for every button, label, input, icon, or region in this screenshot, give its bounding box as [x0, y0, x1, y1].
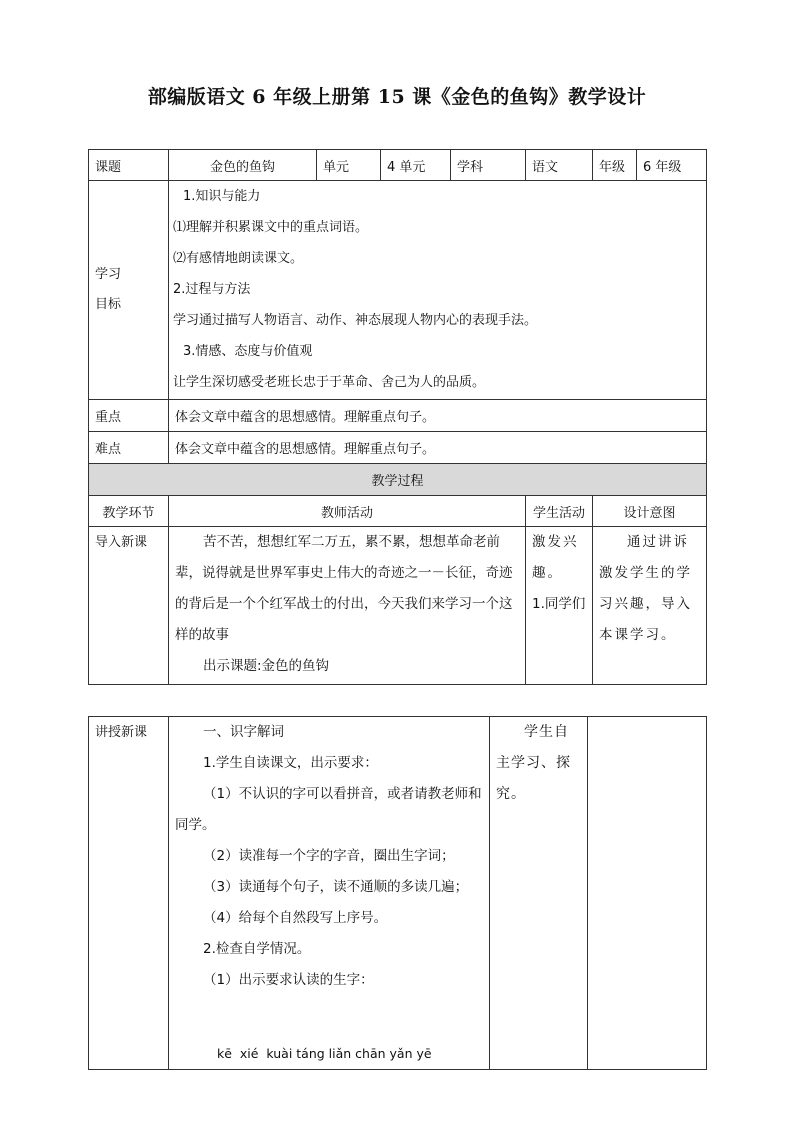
- difficult-point-label: 难点: [89, 432, 169, 464]
- goals-line: 2.过程与方法: [173, 282, 251, 297]
- column-intent: 设计意图: [593, 496, 707, 527]
- goals-line: 3.情感、态度与价值观: [183, 344, 313, 359]
- difficult-point-row: [89, 432, 707, 464]
- lesson-teacher: [169, 717, 490, 1070]
- lesson-line: 2.检查自学情况。: [203, 941, 311, 957]
- goals-label-line2: 目标: [95, 297, 122, 312]
- goals-line: ⑴理解并积累课文中的重点词语。: [173, 220, 369, 235]
- intro-intent: [593, 527, 707, 685]
- lesson-line: （1）不认识的字可以看拼音，或者请教老师和同学。: [175, 786, 482, 833]
- key-point-label: 重点: [89, 400, 169, 432]
- lesson-student: [490, 717, 588, 1070]
- lesson-line: （1）出示要求认读的生字：: [203, 972, 374, 988]
- lesson-line: （2）读准每一个字的字音，圈出生字词；: [203, 848, 455, 864]
- intro-student-line2: 1.同学们: [532, 596, 586, 612]
- lesson-row: [89, 717, 707, 1070]
- intro-teacher: [169, 527, 526, 685]
- column-stage: 教学环节: [89, 496, 169, 527]
- nianji-label: 年级: [593, 150, 637, 181]
- lesson-table: [88, 716, 707, 1070]
- info-row: [89, 150, 707, 181]
- intro-teacher-topic: 出示课题:金色的鱼钩: [203, 658, 330, 674]
- intro-stage: [89, 527, 169, 685]
- pinyin-line: kē xié kuài táng liǎn chān yǎn yē: [217, 1046, 432, 1061]
- goals-label-line1: 学习: [95, 267, 122, 282]
- goals-line: 让学生深切感受老班长忠于于革命、舍己为人的品质。: [173, 375, 486, 390]
- key-point-row: [89, 400, 707, 432]
- process-header: 教学过程: [89, 464, 707, 496]
- difficult-point-text: 体会文章中蕴含的思想感情。理解重点句子。: [169, 432, 707, 464]
- goals-label: [89, 181, 169, 400]
- nianji-value: 6 年级: [637, 150, 707, 181]
- lesson-line: （4）给每个自然段写上序号。: [203, 910, 388, 926]
- process-header-row: [89, 464, 707, 496]
- lesson-student-text: 学生自主学习、探究。: [496, 724, 571, 802]
- lesson-line: 一、识字解词: [203, 724, 284, 740]
- intro-row: [89, 527, 707, 685]
- lesson-line: 1.学生自读课文，出示要求：: [203, 755, 378, 771]
- document-title: 部编版语文 6 年级上册第 15 课《金色的鱼钩》教学设计: [147, 86, 647, 108]
- lesson-line: （3）读通每个句子，读不通顺的多读几遍；: [203, 879, 469, 895]
- danyuan-value: 4 单元: [381, 150, 451, 181]
- intro-student: [526, 527, 593, 685]
- lesson-stage-label: 讲授新课: [95, 725, 148, 740]
- goals-row: [89, 181, 707, 400]
- process-columns-row: [89, 496, 707, 527]
- intro-teacher-text: 苦不苦，想想红军二万五，累不累，想想革命老前辈，说得就是世界军事史上伟大的奇迹之一－长征，奇迹的背后是一个个红军战士的付出，今天我们来学习一个这样的故事: [175, 534, 513, 643]
- keti-value: 金色的鱼钩: [169, 150, 317, 181]
- key-point-text: 体会文章中蕴含的思想感情。理解重点句子。: [169, 400, 707, 432]
- column-student: 学生活动: [526, 496, 593, 527]
- lesson-plan-table: [88, 149, 707, 685]
- column-teacher: 教师活动: [169, 496, 526, 527]
- goals-line: ⑵有感情地朗读课文。: [173, 251, 304, 266]
- intro-student-line1: 激发兴趣。: [532, 534, 579, 581]
- intro-stage-label: 导入新课: [95, 535, 148, 550]
- intro-intent-text: 通过讲诉激发学生的学习兴趣，导入本课学习。: [599, 534, 693, 643]
- goals-line: 学习通过描写人物语言、动作、神态展现人物内心的表现手法。: [173, 313, 538, 328]
- goals-line: 1.知识与能力: [183, 189, 261, 204]
- lesson-intent: [588, 717, 707, 1070]
- xueke-label: 学科: [451, 150, 526, 181]
- keti-label: 课题: [89, 150, 169, 181]
- danyuan-label: 单元: [317, 150, 381, 181]
- xueke-value: 语文: [526, 150, 593, 181]
- goals-content: [169, 181, 707, 400]
- lesson-stage: [89, 717, 169, 1070]
